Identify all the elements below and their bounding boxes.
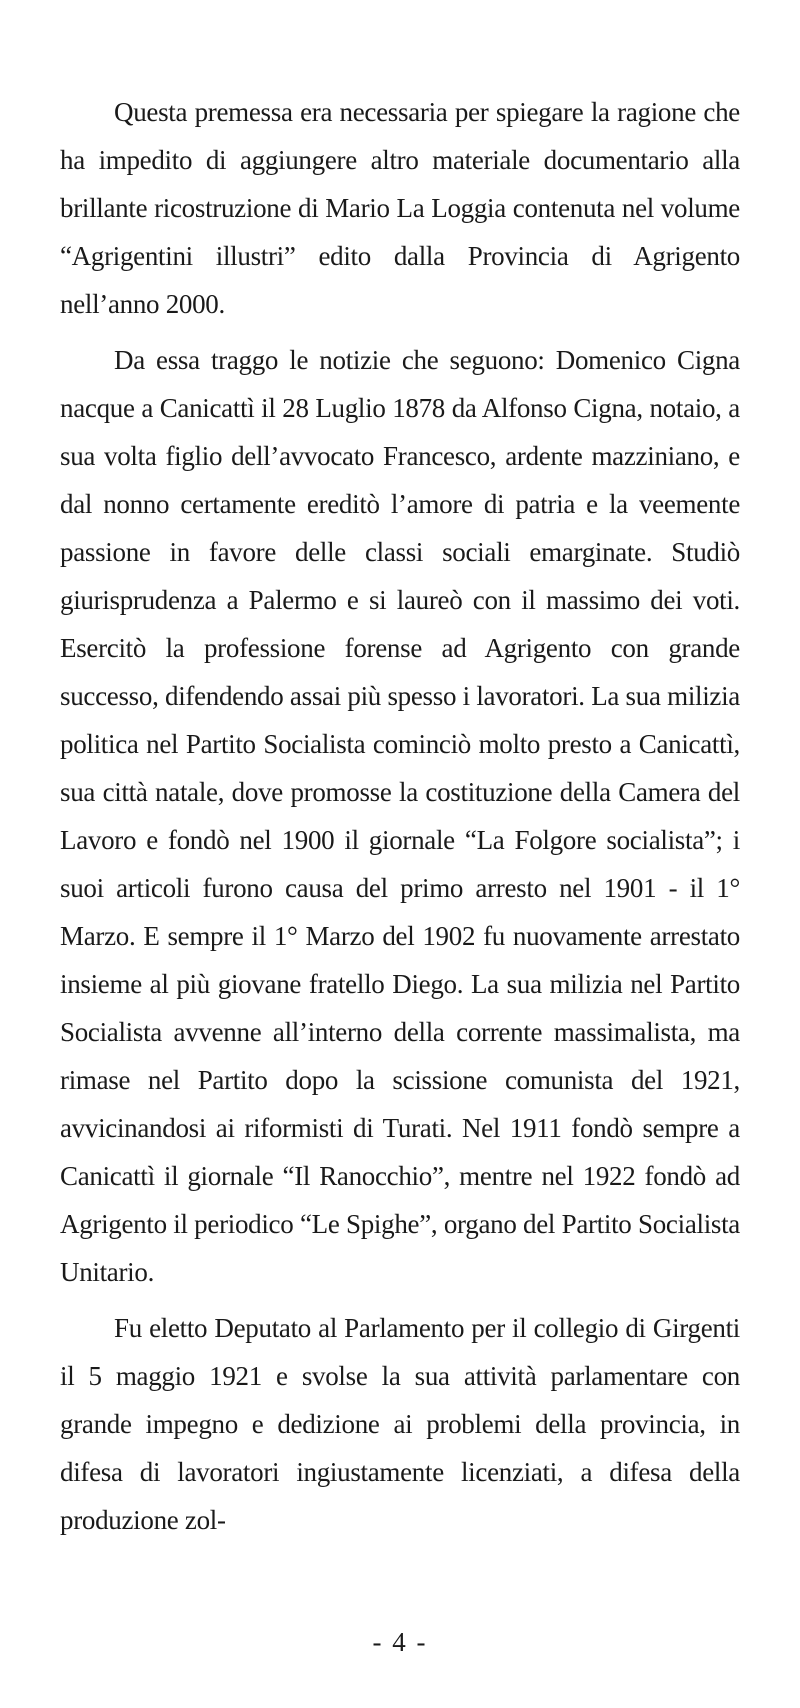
- page-number: - 4 -: [372, 1627, 428, 1657]
- paragraph-biografia: Da essa traggo le notizie che seguono: Domenico Cigna nacque a Canicattì il 28 Luglio 1878 da Alfonso Cigna, notaio, a sua volta figlio dell’avvocato Francesco, ardente mazziniano, e dal nonno certamente ereditò l’amore di patria e la veemente passione in favore delle classi sociali emarginate. Studiò giurisprudenza a Palermo e si laureò con il massimo dei voti. Esercitò la professione forense ad Agrigento con grande successo, difendendo assai più spesso i lavoratori. La sua milizia politica nel Partito Socialista cominciò molto presto a Canicattì, sua città natale, dove promosse la costituzione della Camera del Lavoro e fondò nel 1900 il giornale “La Folgore socialista”; i suoi articoli furono causa del primo arresto nel 1901 - il 1° Marzo. E sempre il 1° Marzo del 1902 fu nuovamente arrestato insieme al più giovane fratello Diego. La sua milizia nel Partito Socialista avvenne all’interno della corrente massimalista, ma rimase nel Partito dopo la scissione comunista del 1921, avvicinandosi ai riformisti di Turati. Nel 1911 fondò sempre a Canicattì il giornale “Il Ranocchio”, mentre nel 1922 fondò ad Agrigento il periodico “Le Spighe”, organo del Partito Socialista Unitario.: [60, 345, 740, 1287]
- paragraph-deputato: Fu eletto Deputato al Parlamento per il collegio di Girgenti il 5 maggio 1921 e svolse la sua attività parlamentare con grande impegno e dedizione ai problemi della provincia, in difesa di lavoratori ingiustamente licenziati, a difesa della produzione zol-: [60, 1313, 740, 1535]
- body-text: [60, 88, 740, 1552]
- paragraph-premessa: Questa premessa era necessaria per spiegare la ragione che ha impedito di aggiungere altro materiale documentario alla brillante ricostruzione di Mario La Loggia contenuta nel volume “Agrigentini illustri” edito dalla Provincia di Agrigento nell’anno 2000.: [60, 97, 740, 319]
